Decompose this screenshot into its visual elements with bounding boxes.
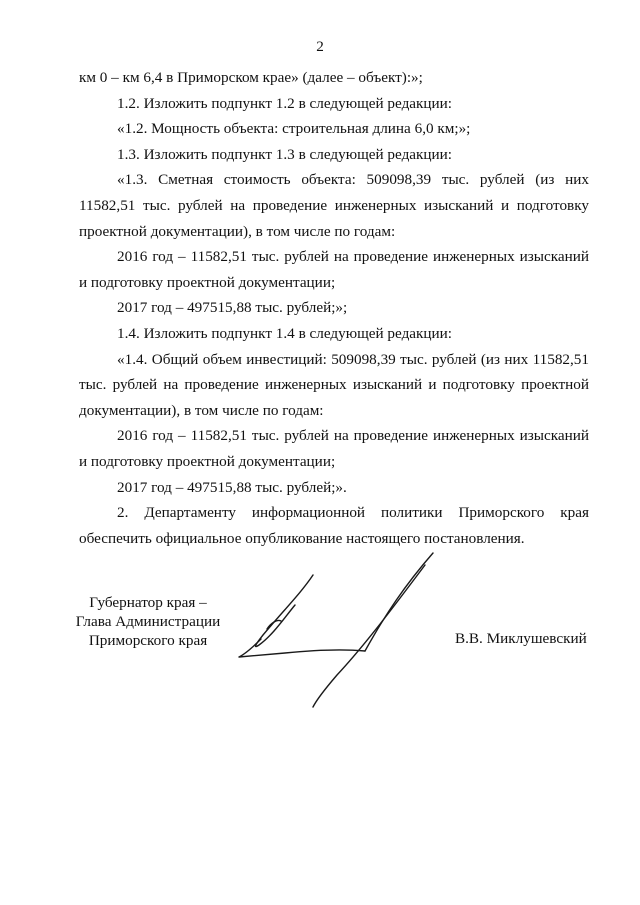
paragraph-investment-volume: «1.4. Общий объем инвестиций: 509098,39 тыс. рублей (из них 11582,51 тыс. рублей на проведение инженерных изысканий и подготовку проектной документации), в том числе по годам: [79, 350, 589, 419]
signatory-title-line: Глава Администрации [75, 613, 221, 630]
signatory-title-line: Губернатор края – [89, 594, 207, 611]
paragraph-item-1-4: 1.4. Изложить подпункт 1.4 в следующей редакции: [117, 324, 453, 342]
signatory-title [68, 593, 228, 650]
page-number: 2 [316, 38, 324, 55]
signature-stroke [239, 639, 365, 657]
paragraph-item-1-3: 1.3. Изложить подпункт 1.3 в следующей редакции: [117, 145, 453, 163]
paragraph-year-2016-b: 2016 год – 11582,51 тыс. рублей на проведение инженерных изысканий и подготовку проектной документации; [79, 427, 589, 470]
paragraph-item-1-2: 1.2. Изложить подпункт 1.2 в следующей редакции: [117, 94, 453, 112]
paragraph-object-name: км 0 – км 6,4 в Приморском крае» (далее – объект):»; [79, 69, 423, 86]
paragraph-year-2016-a: 2016 год – 11582,51 тыс. рублей на проведение инженерных изысканий и подготовку проектной документации; [79, 248, 589, 291]
paragraph-year-2017-a: 2017 год – 497515,88 тыс. рублей;»; [117, 299, 348, 317]
signatory-title-line: Приморского края [88, 632, 208, 649]
handwritten-signature [225, 545, 465, 715]
paragraph-year-2017-b: 2017 год – 497515,88 тыс. рублей;». [117, 478, 347, 496]
paragraph-estimated-cost: «1.3. Сметная стоимость объекта: 509098,39 тыс. рублей (из них 11582,51 тыс. рублей на проведение инженерных изысканий и подготовку проектной документации), в том числе по годам: [79, 171, 589, 240]
document-body [79, 65, 589, 551]
paragraph-capacity: «1.2. Мощность объекта: строительная длина 6,0 км;»; [117, 120, 471, 138]
signatory-name: В.В. Миклушевский [455, 630, 587, 647]
signature-stroke [313, 565, 425, 707]
paragraph-publication-order: 2. Департаменту информационной политики Приморского края обеспечить официальное опубликование настоящего постановления. [79, 504, 589, 547]
signature-stroke [256, 575, 313, 647]
